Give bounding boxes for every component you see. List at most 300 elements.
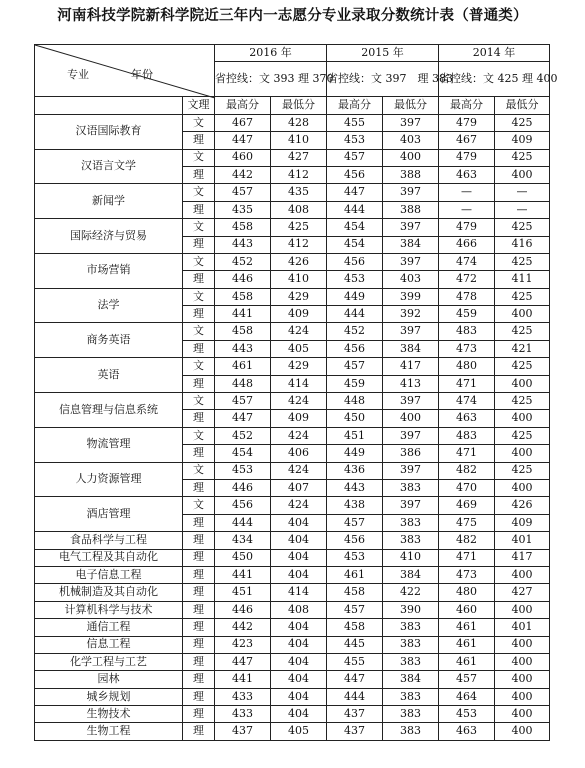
track-cell: 文 xyxy=(183,288,215,305)
table-row xyxy=(35,114,550,131)
score-cell: 404 xyxy=(271,566,327,583)
score-cell: 482 xyxy=(439,462,495,479)
major-name-cell: 英语 xyxy=(35,358,183,393)
score-cell: 480 xyxy=(439,584,495,601)
track-cell: 文 xyxy=(183,427,215,444)
score-cell: 425 xyxy=(495,149,550,166)
score-cell: 453 xyxy=(327,271,383,288)
score-cell: 384 xyxy=(383,671,439,688)
score-cell: 400 xyxy=(495,445,550,462)
score-cell: 458 xyxy=(327,619,383,636)
year-2015-header: 2015 年 xyxy=(327,45,439,62)
score-cell: 400 xyxy=(383,149,439,166)
score-cell: 404 xyxy=(271,619,327,636)
major-name-cell: 园林 xyxy=(35,671,183,688)
score-cell: 453 xyxy=(215,462,271,479)
score-cell: 400 xyxy=(495,375,550,392)
score-cell: 469 xyxy=(439,497,495,514)
score-cell: 464 xyxy=(439,688,495,705)
score-cell: 384 xyxy=(383,236,439,253)
table-row xyxy=(35,584,550,601)
score-cell: 400 xyxy=(495,566,550,583)
table-row xyxy=(35,601,550,618)
year-2016-header: 2016 年 xyxy=(215,45,327,62)
major-name-cell: 电子信息工程 xyxy=(35,566,183,583)
score-cell: 412 xyxy=(271,236,327,253)
score-cell: 456 xyxy=(215,497,271,514)
max-score-header: 最高分 xyxy=(439,97,495,114)
score-cell: 397 xyxy=(383,219,439,236)
score-cell: 388 xyxy=(383,201,439,218)
score-cell: 451 xyxy=(215,584,271,601)
score-cell: 437 xyxy=(327,706,383,723)
score-cell: 450 xyxy=(215,549,271,566)
score-cell: 411 xyxy=(495,271,550,288)
score-cell: 458 xyxy=(215,323,271,340)
track-cell: 文 xyxy=(183,393,215,410)
score-cell: 400 xyxy=(495,688,550,705)
table-row xyxy=(35,427,550,444)
score-cell: 401 xyxy=(495,532,550,549)
score-cell: 426 xyxy=(271,253,327,270)
score-cell: 417 xyxy=(383,358,439,375)
score-cell: 444 xyxy=(327,201,383,218)
score-cell: 404 xyxy=(271,636,327,653)
score-cell: 414 xyxy=(271,375,327,392)
table-row xyxy=(35,393,550,410)
score-cell: 457 xyxy=(215,393,271,410)
score-cell: 404 xyxy=(271,549,327,566)
score-cell: 474 xyxy=(439,253,495,270)
score-cell: 397 xyxy=(383,184,439,201)
track-cell: 理 xyxy=(183,688,215,705)
track-cell: 理 xyxy=(183,201,215,218)
table-row xyxy=(35,653,550,670)
score-cell: 473 xyxy=(439,340,495,357)
track-cell: 理 xyxy=(183,514,215,531)
track-cell: 理 xyxy=(183,236,215,253)
score-cell: 403 xyxy=(383,132,439,149)
score-cell: 456 xyxy=(327,532,383,549)
track-cell: 理 xyxy=(183,723,215,740)
score-cell: 479 xyxy=(439,219,495,236)
table-row xyxy=(35,688,550,705)
track-cell: 理 xyxy=(183,549,215,566)
score-cell: 400 xyxy=(495,306,550,323)
score-cell: 435 xyxy=(271,184,327,201)
score-cell: 483 xyxy=(439,427,495,444)
score-cell: 424 xyxy=(271,323,327,340)
table-row xyxy=(35,184,550,201)
score-cell: — xyxy=(495,201,550,218)
score-cell: 452 xyxy=(327,323,383,340)
score-cell: 461 xyxy=(327,566,383,583)
score-cell: 438 xyxy=(327,497,383,514)
max-score-header: 最高分 xyxy=(327,97,383,114)
major-name-cell: 机械制造及其自动化 xyxy=(35,584,183,601)
score-cell: 383 xyxy=(383,479,439,496)
major-name-cell: 汉语国际教育 xyxy=(35,114,183,149)
score-cell: 384 xyxy=(383,340,439,357)
score-cell: 482 xyxy=(439,532,495,549)
score-cell: 447 xyxy=(215,410,271,427)
score-cell: 410 xyxy=(271,132,327,149)
track-cell: 理 xyxy=(183,132,215,149)
table-row xyxy=(35,358,550,375)
score-cell: 479 xyxy=(439,149,495,166)
score-cell: 457 xyxy=(327,514,383,531)
score-cell: 397 xyxy=(383,253,439,270)
control-line-2014: 省控线：文 425 理 400 xyxy=(439,62,550,97)
table-row xyxy=(35,636,550,653)
score-cell: 425 xyxy=(495,114,550,131)
score-cell: 441 xyxy=(215,566,271,583)
track-cell: 理 xyxy=(183,166,215,183)
major-name-cell: 酒店管理 xyxy=(35,497,183,532)
score-cell: 437 xyxy=(327,723,383,740)
score-cell: 401 xyxy=(495,619,550,636)
score-cell: 452 xyxy=(215,427,271,444)
score-cell: 388 xyxy=(383,166,439,183)
score-cell: 409 xyxy=(495,514,550,531)
major-name-cell: 汉语言文学 xyxy=(35,149,183,184)
score-cell: 437 xyxy=(215,723,271,740)
track-column-header: 文理 xyxy=(183,97,215,114)
major-name-cell: 国际经济与贸易 xyxy=(35,219,183,254)
major-name-cell: 信息管理与信息系统 xyxy=(35,393,183,428)
score-cell: 447 xyxy=(215,132,271,149)
score-cell: 410 xyxy=(383,549,439,566)
corner-major-label: 专业 xyxy=(67,68,89,81)
score-cell: 478 xyxy=(439,288,495,305)
score-cell: 441 xyxy=(215,671,271,688)
score-cell: 443 xyxy=(215,340,271,357)
major-name-cell: 商务英语 xyxy=(35,323,183,358)
score-cell: 453 xyxy=(327,549,383,566)
score-cell: 442 xyxy=(215,619,271,636)
score-cell: 409 xyxy=(271,410,327,427)
score-cell: 463 xyxy=(439,166,495,183)
score-cell: 400 xyxy=(495,166,550,183)
track-cell: 文 xyxy=(183,253,215,270)
score-cell: 446 xyxy=(215,479,271,496)
track-cell: 文 xyxy=(183,358,215,375)
score-cell: 458 xyxy=(327,584,383,601)
score-cell: 467 xyxy=(439,132,495,149)
table-row xyxy=(35,706,550,723)
major-name-cell: 计算机科学与技术 xyxy=(35,601,183,618)
score-cell: 474 xyxy=(439,393,495,410)
score-cell: 399 xyxy=(383,288,439,305)
score-cell: 483 xyxy=(439,323,495,340)
track-cell: 理 xyxy=(183,619,215,636)
header-year-row xyxy=(35,45,550,62)
table-row xyxy=(35,619,550,636)
score-cell: 455 xyxy=(327,653,383,670)
track-cell: 文 xyxy=(183,497,215,514)
track-cell: 理 xyxy=(183,271,215,288)
score-cell: 472 xyxy=(439,271,495,288)
score-cell: 425 xyxy=(495,219,550,236)
score-cell: 452 xyxy=(215,253,271,270)
score-cell: 414 xyxy=(271,584,327,601)
score-cell: 460 xyxy=(439,601,495,618)
score-cell: 425 xyxy=(271,219,327,236)
score-cell: 383 xyxy=(383,706,439,723)
score-cell: 448 xyxy=(215,375,271,392)
score-cell: 404 xyxy=(271,532,327,549)
header-corner-cell xyxy=(35,45,215,97)
score-cell: 404 xyxy=(271,671,327,688)
major-name-cell: 新闻学 xyxy=(35,184,183,219)
score-cell: 470 xyxy=(439,479,495,496)
score-cell: 390 xyxy=(383,601,439,618)
track-cell: 理 xyxy=(183,410,215,427)
score-cell: 404 xyxy=(271,688,327,705)
score-cell: 463 xyxy=(439,410,495,427)
score-cell: 400 xyxy=(495,723,550,740)
major-name-cell: 人力资源管理 xyxy=(35,462,183,497)
track-cell: 文 xyxy=(183,323,215,340)
table-row xyxy=(35,462,550,479)
score-cell: 456 xyxy=(327,253,383,270)
score-cell: 436 xyxy=(327,462,383,479)
score-cell: 423 xyxy=(215,636,271,653)
header-major-blank-cell xyxy=(35,97,183,114)
score-cell: 445 xyxy=(327,636,383,653)
score-cell: 426 xyxy=(495,497,550,514)
score-cell: 424 xyxy=(271,393,327,410)
table-row xyxy=(35,219,550,236)
score-cell: 461 xyxy=(439,619,495,636)
score-cell: 404 xyxy=(271,653,327,670)
score-cell: 429 xyxy=(271,358,327,375)
table-row xyxy=(35,723,550,740)
track-cell: 理 xyxy=(183,479,215,496)
score-cell: 471 xyxy=(439,375,495,392)
score-cell: 456 xyxy=(327,166,383,183)
score-cell: 449 xyxy=(327,288,383,305)
score-cell: 433 xyxy=(215,706,271,723)
score-cell: 457 xyxy=(327,358,383,375)
score-cell: 443 xyxy=(327,479,383,496)
score-cell: 473 xyxy=(439,566,495,583)
score-cell: 450 xyxy=(327,410,383,427)
track-cell: 理 xyxy=(183,375,215,392)
score-cell: 424 xyxy=(271,427,327,444)
score-cell: 410 xyxy=(271,271,327,288)
track-cell: 理 xyxy=(183,445,215,462)
score-cell: 386 xyxy=(383,445,439,462)
score-cell: 463 xyxy=(439,723,495,740)
min-score-header: 最低分 xyxy=(495,97,550,114)
score-cell: 405 xyxy=(271,340,327,357)
score-cell: 404 xyxy=(271,514,327,531)
score-cell: 383 xyxy=(383,532,439,549)
track-cell: 理 xyxy=(183,340,215,357)
score-cell: 425 xyxy=(495,427,550,444)
score-cell: 383 xyxy=(383,514,439,531)
score-cell: 412 xyxy=(271,166,327,183)
score-cell: 433 xyxy=(215,688,271,705)
score-cell: 427 xyxy=(271,149,327,166)
score-cell: 383 xyxy=(383,653,439,670)
major-name-cell: 食品科学与工程 xyxy=(35,532,183,549)
table-row xyxy=(35,497,550,514)
score-cell: 475 xyxy=(439,514,495,531)
diagonal-divider xyxy=(35,45,215,98)
major-name-cell: 通信工程 xyxy=(35,619,183,636)
score-cell: 444 xyxy=(327,306,383,323)
score-table xyxy=(34,44,558,741)
document-title: 河南科技学院新科学院近三年内一志愿分专业录取分数统计表（普通类） xyxy=(57,8,528,24)
table-row xyxy=(35,671,550,688)
track-cell: 理 xyxy=(183,601,215,618)
major-name-cell: 城乡规划 xyxy=(35,688,183,705)
score-cell: 407 xyxy=(271,479,327,496)
score-cell: — xyxy=(439,184,495,201)
table-row xyxy=(35,549,550,566)
score-cell: 427 xyxy=(495,584,550,601)
score-cell: 479 xyxy=(439,114,495,131)
score-cell: 460 xyxy=(215,149,271,166)
score-cell: 416 xyxy=(495,236,550,253)
score-cell: 408 xyxy=(271,201,327,218)
score-cell: 417 xyxy=(495,549,550,566)
score-cell: 384 xyxy=(383,566,439,583)
score-cell: 424 xyxy=(271,497,327,514)
major-name-cell: 法学 xyxy=(35,288,183,323)
table-row xyxy=(35,532,550,549)
track-cell: 文 xyxy=(183,184,215,201)
table-row xyxy=(35,253,550,270)
major-name-cell: 生物技术 xyxy=(35,706,183,723)
score-cell: 461 xyxy=(439,653,495,670)
track-cell: 理 xyxy=(183,671,215,688)
score-cell: 406 xyxy=(271,445,327,462)
score-cell: 425 xyxy=(495,358,550,375)
score-cell: 425 xyxy=(495,323,550,340)
score-cell: 397 xyxy=(383,497,439,514)
score-cell: 453 xyxy=(327,132,383,149)
control-line-2016: 省控线：文 393 理 370 xyxy=(215,62,327,97)
score-cell: 443 xyxy=(215,236,271,253)
score-cell: 422 xyxy=(383,584,439,601)
score-cell: 444 xyxy=(215,514,271,531)
score-cell: 444 xyxy=(327,688,383,705)
major-name-cell: 生物工程 xyxy=(35,723,183,740)
year-2014-header: 2014 年 xyxy=(439,45,550,62)
score-cell: 435 xyxy=(215,201,271,218)
score-cell: 454 xyxy=(215,445,271,462)
score-cell: 409 xyxy=(495,132,550,149)
track-cell: 理 xyxy=(183,584,215,601)
score-cell: 424 xyxy=(271,462,327,479)
score-cell: 400 xyxy=(495,636,550,653)
score-cell: 447 xyxy=(327,184,383,201)
score-cell: 461 xyxy=(215,358,271,375)
table-row xyxy=(35,288,550,305)
score-cell: — xyxy=(495,184,550,201)
header-column-row xyxy=(35,97,550,114)
score-cell: 454 xyxy=(327,219,383,236)
score-cell: 400 xyxy=(495,653,550,670)
score-cell: 455 xyxy=(327,114,383,131)
score-cell: 447 xyxy=(327,671,383,688)
min-score-header: 最低分 xyxy=(271,97,327,114)
score-cell: 447 xyxy=(215,653,271,670)
min-score-header: 最低分 xyxy=(383,97,439,114)
major-name-cell: 市场营销 xyxy=(35,253,183,288)
score-cell: 403 xyxy=(383,271,439,288)
score-cell: — xyxy=(439,201,495,218)
score-cell: 458 xyxy=(215,219,271,236)
score-cell: 459 xyxy=(439,306,495,323)
score-cell: 400 xyxy=(495,479,550,496)
score-cell: 400 xyxy=(495,601,550,618)
score-cell: 459 xyxy=(327,375,383,392)
track-cell: 文 xyxy=(183,114,215,131)
track-cell: 理 xyxy=(183,706,215,723)
score-cell: 461 xyxy=(439,636,495,653)
score-cell: 449 xyxy=(327,445,383,462)
control-line-2015: 省控线：文 397 理 383 xyxy=(327,62,439,97)
track-cell: 文 xyxy=(183,149,215,166)
score-cell: 425 xyxy=(495,462,550,479)
track-cell: 理 xyxy=(183,566,215,583)
score-cell: 397 xyxy=(383,323,439,340)
major-name-cell: 信息工程 xyxy=(35,636,183,653)
score-cell: 397 xyxy=(383,114,439,131)
table-row xyxy=(35,149,550,166)
score-cell: 425 xyxy=(495,393,550,410)
track-cell: 理 xyxy=(183,306,215,323)
table-row xyxy=(35,566,550,583)
score-cell: 397 xyxy=(383,462,439,479)
score-cell: 397 xyxy=(383,427,439,444)
score-cell: 383 xyxy=(383,636,439,653)
score-cell: 383 xyxy=(383,619,439,636)
score-cell: 457 xyxy=(327,149,383,166)
score-cell: 471 xyxy=(439,445,495,462)
max-score-header: 最高分 xyxy=(215,97,271,114)
score-cell: 446 xyxy=(215,271,271,288)
score-cell: 457 xyxy=(327,601,383,618)
score-cell: 400 xyxy=(495,671,550,688)
score-cell: 457 xyxy=(439,671,495,688)
track-cell: 文 xyxy=(183,219,215,236)
score-cell: 397 xyxy=(383,393,439,410)
score-cell: 409 xyxy=(271,306,327,323)
major-name-cell: 化学工程与工艺 xyxy=(35,653,183,670)
major-name-cell: 物流管理 xyxy=(35,427,183,462)
score-cell: 400 xyxy=(495,706,550,723)
table-row xyxy=(35,323,550,340)
track-cell: 理 xyxy=(183,532,215,549)
score-cell: 408 xyxy=(271,601,327,618)
score-cell: 383 xyxy=(383,723,439,740)
score-cell: 400 xyxy=(383,410,439,427)
score-cell: 428 xyxy=(271,114,327,131)
score-cell: 453 xyxy=(439,706,495,723)
score-cell: 434 xyxy=(215,532,271,549)
score-cell: 421 xyxy=(495,340,550,357)
corner-year-label: 年份 xyxy=(131,68,153,81)
score-cell: 383 xyxy=(383,688,439,705)
score-cell: 466 xyxy=(439,236,495,253)
score-cell: 400 xyxy=(495,410,550,427)
score-cell: 413 xyxy=(383,375,439,392)
